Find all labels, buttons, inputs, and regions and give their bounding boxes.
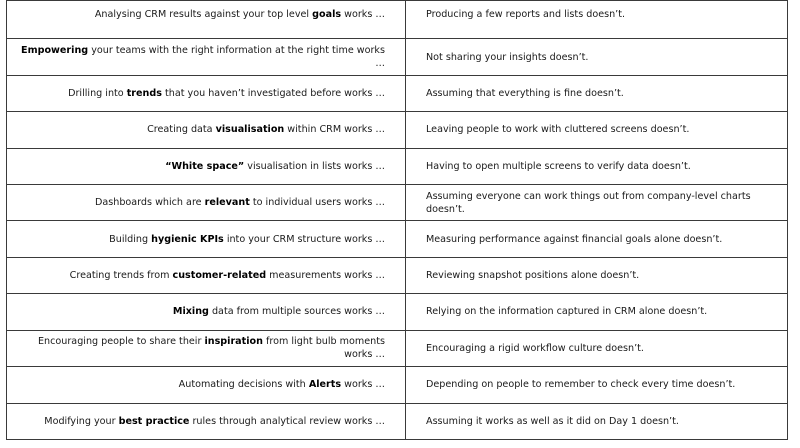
works-cell [7, 39, 406, 75]
works-cell [7, 221, 406, 257]
works-text: visualisation in lists works … [244, 160, 385, 172]
works-text: Creating trends from [69, 270, 173, 282]
works-text: to individual users works … [249, 197, 385, 209]
table-row [7, 221, 788, 257]
doesnt-cell: Encouraging a rigid workflow culture doesn’t. [406, 330, 788, 366]
works-emphasis: Alerts [308, 379, 342, 391]
table-row [7, 330, 788, 366]
works-cell [7, 367, 406, 403]
table-row [7, 1, 788, 39]
works-text: Building [109, 233, 152, 245]
works-emphasis: relevant [204, 197, 250, 209]
doesnt-cell: Measuring performance against financial goals alone doesn’t. [406, 221, 788, 257]
works-text: works … [341, 9, 385, 20]
table-row [7, 367, 788, 403]
works-text: Creating data [147, 124, 216, 136]
table-row [7, 75, 788, 111]
works-text: from light bulb moments works … [262, 336, 385, 361]
works-cell [7, 112, 406, 148]
works-text: Analysing CRM results against your top level [94, 9, 313, 20]
doesnt-cell: Assuming everyone can work things out from company-level charts doesn’t. [406, 185, 788, 221]
works-cell [7, 185, 406, 221]
doesnt-cell: Not sharing your insights doesn’t. [406, 39, 788, 75]
works-emphasis: hygienic KPIs [151, 233, 224, 245]
works-emphasis: goals [312, 9, 342, 20]
works-emphasis: trends [126, 88, 162, 100]
works-emphasis: visualisation [215, 124, 285, 136]
works-emphasis: customer-related [172, 270, 267, 282]
works-cell [7, 257, 406, 293]
doesnt-cell: Depending on people to remember to check every time doesn’t. [406, 367, 788, 403]
works-cell [7, 1, 406, 39]
works-text: into your CRM structure works … [223, 233, 385, 245]
doesnt-cell: Relying on the information captured in CRM alone doesn’t. [406, 294, 788, 330]
doesnt-cell: Assuming that everything is fine doesn’t. [406, 75, 788, 111]
works-text: within CRM works … [284, 124, 385, 136]
works-text: Dashboards which are [94, 197, 205, 209]
works-text: measurements works … [266, 270, 385, 282]
doesnt-cell: Leaving people to work with cluttered screens doesn’t. [406, 112, 788, 148]
works-cell [7, 75, 406, 111]
table-row [7, 257, 788, 293]
works-text: that you haven’t investigated before works … [161, 88, 385, 100]
works-emphasis: Empowering [21, 45, 89, 57]
doesnt-cell: Producing a few reports and lists doesn’t. [406, 1, 788, 39]
table-body [7, 1, 788, 440]
works-text: Drilling into [68, 88, 127, 100]
works-cell [7, 148, 406, 184]
table-row [7, 112, 788, 148]
doesnt-cell: Assuming it works as well as it did on Day 1 doesn’t. [406, 403, 788, 440]
works-text: rules through analytical review works … [189, 415, 385, 427]
table-row [7, 294, 788, 330]
doesnt-cell: Having to open multiple screens to verify data doesn’t. [406, 148, 788, 184]
table-row [7, 403, 788, 440]
works-emphasis: inspiration [204, 336, 263, 348]
works-cell [7, 403, 406, 440]
works-text: Modifying your [44, 415, 119, 427]
works-cell [7, 294, 406, 330]
works-text: Automating decisions with [178, 379, 309, 391]
table-row [7, 185, 788, 221]
table-row [7, 148, 788, 184]
works-text: Encouraging people to share their [38, 336, 205, 348]
works-emphasis: Mixing [172, 306, 209, 318]
works-cell [7, 330, 406, 366]
table-row [7, 39, 788, 75]
works-text: works … [341, 379, 385, 391]
works-text: data from multiple sources works … [208, 306, 385, 318]
works-emphasis: “White space” [165, 160, 245, 172]
works-text: your teams with the right information at the right time works … [88, 45, 385, 70]
comparison-table [6, 0, 788, 440]
doesnt-cell: Reviewing snapshot positions alone doesn’t. [406, 257, 788, 293]
works-emphasis: best practice [118, 415, 190, 427]
